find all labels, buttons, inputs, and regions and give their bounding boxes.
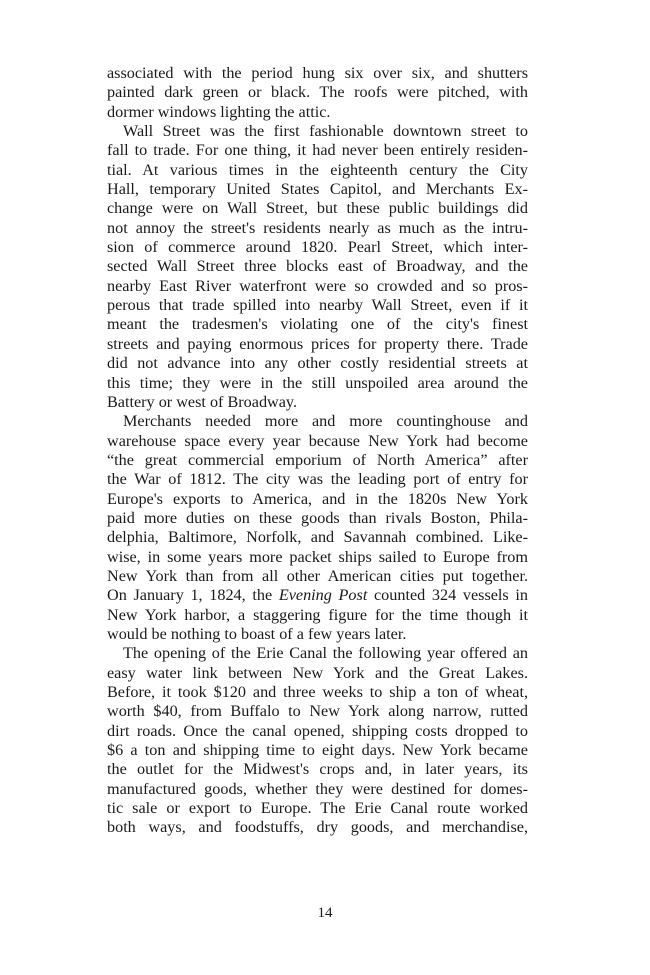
text-line: Before, it took $120 and three weeks to ship a ton of wheat, xyxy=(107,683,528,701)
text-line: sion of commerce around 1820. Pearl Street, which inter- xyxy=(107,238,528,257)
text-line: did not advance into any other costly residential streets at xyxy=(107,354,528,373)
text-line: this time; they were in the still unspoiled area around the xyxy=(107,373,528,392)
paragraph-2 xyxy=(107,122,528,412)
text-line: meant the tradesmen's violating one of the city's finest xyxy=(107,315,528,334)
text-line: New York harbor, a staggering figure for the time though it xyxy=(107,605,528,624)
text-line: perous that trade spilled into nearby Wall Street, even if it xyxy=(107,296,528,315)
paragraph-4 xyxy=(107,644,528,837)
text-line: The opening of the Erie Canal the following year offered an xyxy=(123,644,528,663)
text-line: New York than from all other American cities put together. xyxy=(107,566,528,585)
text-line: paid more duties on these goods than rivals Boston, Phila- xyxy=(107,508,528,527)
text-line: $6 a ton and shipping time to eight days. New York became xyxy=(107,741,528,760)
text-line: warehouse space every year because New York had become xyxy=(107,431,528,450)
paragraph-1 xyxy=(107,64,528,122)
text-line: Europe's exports to America, and in the 1820s New York xyxy=(107,489,528,508)
text-line-with-italic xyxy=(107,586,528,605)
text-line: “the great commercial emporium of North America” after xyxy=(107,450,528,469)
text-line: delphia, Baltimore, Norfolk, and Savannah combined. Like- xyxy=(107,528,528,547)
text-line: dormer windows lighting the attic. xyxy=(107,102,331,121)
paragraph-3 xyxy=(107,412,528,644)
text-segment: On January 1, 1824, the xyxy=(107,586,279,605)
text-line: painted dark green or black. The roofs were pitched, with xyxy=(107,83,528,102)
text-line: manufactured goods, whether they were destined for domes- xyxy=(107,779,528,798)
text-line: dirt roads. Once the canal opened, shipping costs dropped to xyxy=(107,721,528,740)
text-line: not annoy the street's residents nearly as much as the intru- xyxy=(107,218,528,237)
text-line: Battery or west of Broadway. xyxy=(107,392,297,411)
text-line: tial. At various times in the eighteenth century the City xyxy=(107,160,528,179)
text-line: the War of 1812. The city was the leading port of entry for xyxy=(107,470,528,489)
text-line: worth $40, from Buffalo to New York along narrow, rutted xyxy=(107,702,528,721)
text-line: fall to trade. For one thing, it had never been entirely residen- xyxy=(107,141,528,160)
text-line: nearby East River waterfront were so crowded and so pros- xyxy=(107,276,528,295)
newspaper-title: Evening Post xyxy=(278,586,368,605)
text-line: tic sale or export to Europe. The Erie Canal route worked xyxy=(107,799,528,818)
text-line: wise, in some years more packet ships sailed to Europe from xyxy=(107,547,528,566)
text-line: Hall, temporary United States Capitol, and Merchants Ex- xyxy=(107,180,528,199)
page-number: 14 xyxy=(317,905,333,921)
text-line: would be nothing to boast of a few years later. xyxy=(107,624,407,643)
text-line: Wall Street was the first fashionable downtown street to xyxy=(123,122,528,141)
text-line: associated with the period hung six over six, and shutters xyxy=(107,64,528,82)
text-line: easy water link between New York and the Great Lakes. xyxy=(107,663,528,682)
text-line: sected Wall Street three blocks east of Broadway, and the xyxy=(107,257,528,276)
text-line: both ways, and foodstuffs, dry goods, and merchandise, xyxy=(107,818,528,837)
text-line: change were on Wall Street, but these public buildings did xyxy=(107,199,528,218)
text-line: the outlet for the Midwest's crops and, in later years, its xyxy=(107,760,528,779)
text-segment: counted 324 vessels in xyxy=(367,586,528,605)
text-line: Merchants needed more and more countinghouse and xyxy=(123,412,528,431)
body-text xyxy=(107,64,528,838)
text-line: streets and paying enormous prices for property there. Trade xyxy=(107,334,528,353)
